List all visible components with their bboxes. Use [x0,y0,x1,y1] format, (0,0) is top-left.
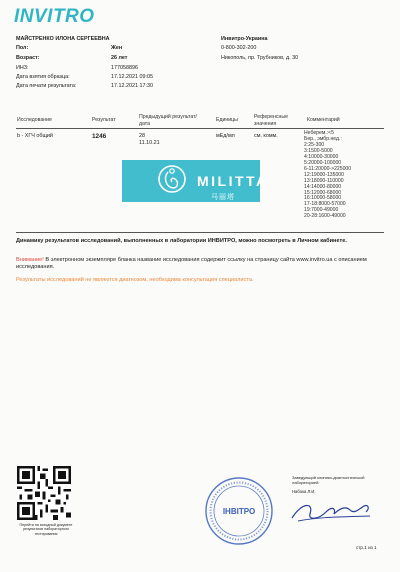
inz-value: 177058896 [111,65,138,71]
age-label: Возраст: [16,55,40,61]
watermark-subtext: 马丽塔 [211,194,235,201]
test-units: мЕд/мл [216,133,235,139]
sex-value: Жен [111,45,123,51]
sex-label: Пол: [16,45,29,51]
watermark-text: MILITTA [197,173,269,189]
previous-result-date: 11.10.21 [139,140,160,146]
comment-line: 14:14000-80000 [304,183,342,190]
dynamics-note: Динамику результатов исследований, выполненных в лаборатории ИНВИТРО, можно посмотреть в Личном кабинете. [16,238,347,244]
col-header-previous: Предыдущий результат/дата [139,114,197,127]
qr-code-icon[interactable] [17,466,71,520]
lab-head-label: Заведующий клинико-диагностической лабораторией: [292,475,365,485]
comment-line: 16:10000-58000 [304,195,342,202]
test-reference: см. комм. [254,133,278,139]
col-header-reference: Референсные значения [254,114,288,127]
comment-line: 15:12000-68000 [304,189,342,196]
col-header-result: Результат [92,117,116,123]
attention-text: В электронном экземпляре бланка название исследования содержит ссылку на страницу сайта www.invitro.ua с описанием исследования. [16,257,367,270]
comment-line: 4:10000-30000 [304,153,339,160]
comment-reference-list [304,131,351,220]
table-header-rule [16,128,384,129]
lab-head-name: Набока Л.И. [292,489,316,494]
sample-date-value: 17.12.2021 09:05 [111,74,153,80]
age-value: 26 лет [111,55,128,61]
table-bottom-rule [16,232,384,233]
comment-line: 2:25-300 [304,141,325,148]
page-number: стр.1 из 1 [356,545,377,550]
qr-caption: Перейти на исходный документ результатов лабораторного тестирования [19,523,73,536]
comment-line: 19:7000-49000 [304,207,339,214]
stamp-text: ІНВІТРО [222,507,256,516]
comment-line: 17-18:8000-57000 [304,201,346,208]
watermark-logo-icon [157,162,187,196]
col-header-test: Исследование [17,117,52,123]
disclaimer-note: Результаты исследований не являются диагнозом, необходима консультация специалиста. [16,277,254,283]
patient-name: МАЙСТРЕНКО ИЛОНА СЕРГЕЕВНА [16,36,110,42]
inz-label: ИНЗ: [16,65,29,71]
previous-result-value: 28 [139,133,145,139]
lab-stamp [204,476,274,546]
comment-line: 5:20000-100000 [304,159,342,166]
comment-line: 6-11:20000->225000 [304,165,352,172]
comment-line: Бер., эмбр.нед.: [304,135,342,142]
print-date-label: Дата печати результата: [16,83,77,89]
test-name: b - ХГЧ общий [17,133,53,139]
attention-note [16,257,376,271]
comment-line: Неберем.:<5 [304,130,334,136]
col-header-units: Единицы [216,117,238,123]
test-result: 1246 [92,133,107,140]
comment-line: 20-28:1600-49000 [304,213,346,220]
print-date-value: 17.12.2021 17:30 [111,83,153,89]
col-header-comment: Комментарий [307,117,340,123]
comment-line: 13:18000-110000 [304,177,344,184]
comment-line: 12:19000-135000 [304,171,344,178]
invitro-logo: INVITRO [14,6,95,27]
lab-name: Инвитро-Украина [221,36,268,42]
signature-image [288,496,374,526]
lab-address: Никополь, пр. Трубников, д. 30 [221,55,299,61]
attention-word: Внимание! [16,257,44,263]
sample-date-label: Дата взятия образца: [16,74,70,80]
comment-line: 3:1500-5000 [304,147,333,154]
lab-phone: 0-800-302-200 [221,45,257,51]
